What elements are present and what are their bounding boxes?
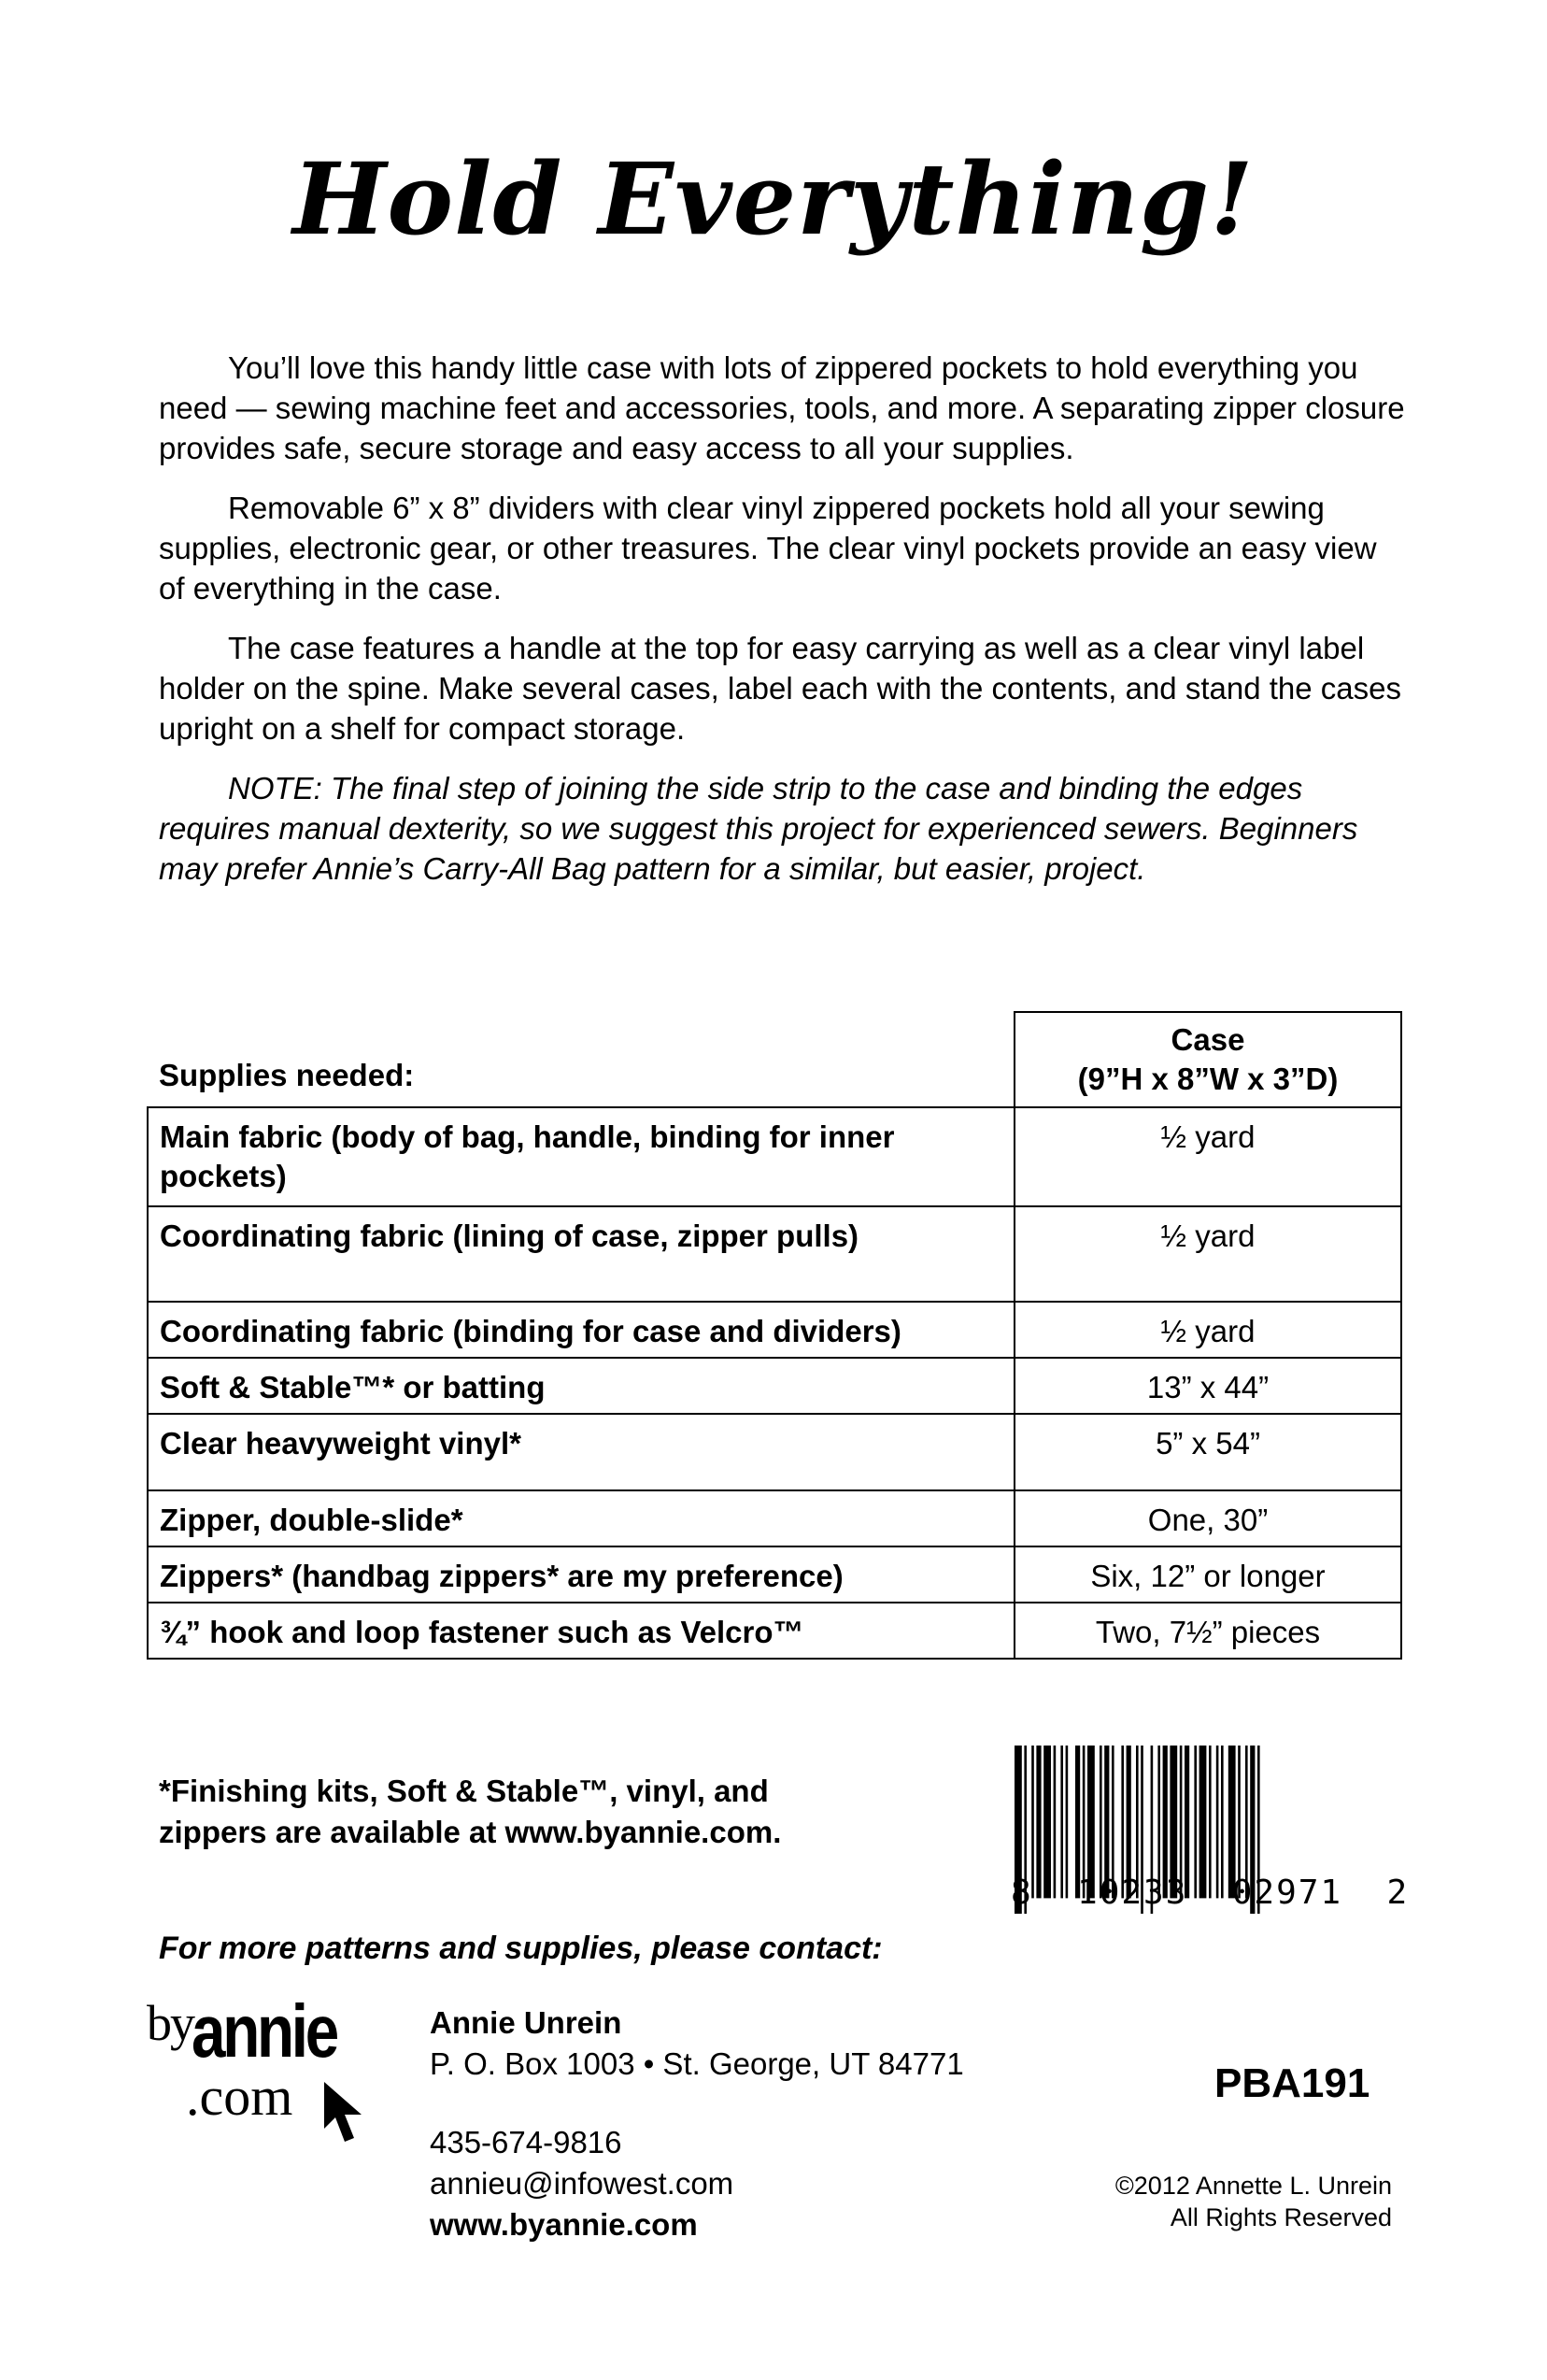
supply-quantity: Two, 7½” pieces [1015,1603,1401,1659]
finishing-kits-note [159,1771,781,1853]
supply-quantity: One, 30” [1015,1490,1401,1546]
supply-item: Coordinating fabric (lining of case, zipper pulls) [148,1206,1015,1302]
supplies-header-row [148,1012,1401,1107]
intro-paragraph: You’ll love this handy little case with lots of zippered pockets to hold everything you need — sewing machine feet and accessories, tools, and more. A separating zipper closure provides safe, secure storage and easy access to all your supplies. [159,350,1405,465]
supply-quantity: ½ yard [1015,1206,1401,1302]
table-row [148,1206,1401,1302]
contact-heading: For more patterns and supplies, please contact: [159,1931,883,1966]
copyright-notice [1046,2170,1392,2233]
note-paragraph: NOTE: The final step of joining the side strip to the case and binding the edges requires manual dexterity, so we suggest this project for experienced sewers. Beginners may prefer Annie’s Carry-All Bag pattern for a similar, but easier, project. [159,771,1358,886]
supply-item: Zipper, double-slide* [148,1490,1015,1546]
supply-quantity: ½ yard [1015,1302,1401,1358]
supply-quantity: 5” x 54” [1015,1414,1401,1490]
table-row [148,1358,1401,1414]
case-header-dimensions: (9”H x 8”W x 3”D) [1077,1062,1339,1096]
page-title: Hold Everything! [292,140,1255,257]
finishing-line: *Finishing kits, Soft & Stable™, vinyl, and [159,1774,769,1808]
byannie-logo [145,1988,397,2152]
cursor-arrow-icon [322,2080,369,2145]
logo-annie: annie [192,1989,336,2073]
supply-item: Main fabric (body of bag, handle, binding for inner pockets) [148,1107,1015,1206]
supply-item: Zippers* (handbag zippers* are my preference) [148,1546,1015,1603]
phone-number: 435-674-9816 [430,2125,622,2159]
case-column-header [1015,1012,1401,1107]
table-row [148,1546,1401,1603]
table-row [148,1490,1401,1546]
intro-text [159,348,1411,908]
table-row [148,1107,1401,1206]
supply-item: ¾” hook and loop fastener such as Velcro™ [148,1603,1015,1659]
supply-item: Coordinating fabric (binding for case and dividers) [148,1302,1015,1358]
logo-com: .com [186,2066,293,2127]
supply-quantity: Six, 12” or longer [1015,1546,1401,1603]
postal-address: P. O. Box 1003 • St. George, UT 84771 [430,2046,964,2081]
pattern-code: PBA191 [1214,2060,1370,2106]
supply-item: Clear heavyweight vinyl* [148,1414,1015,1490]
contact-address [430,2002,964,2245]
table-row [148,1603,1401,1659]
table-row [148,1302,1401,1358]
website-url: www.byannie.com [430,2207,698,2242]
barcode-number: 8 10233 02971 2 [1011,1874,1410,1912]
finishing-line: zippers are available at www.byannie.com. [159,1815,782,1849]
supply-quantity: 13” x 44” [1015,1358,1401,1414]
copyright-line: ©2012 Annette L. Unrein [1114,2172,1392,2200]
copyright-line: All Rights Reserved [1170,2203,1392,2231]
supply-item: Soft & Stable™* or batting [148,1358,1015,1414]
table-row [148,1414,1401,1490]
case-header-title: Case [1171,1022,1245,1057]
supplies-label: Supplies needed: [159,1058,415,1092]
intro-paragraph: Removable 6” x 8” dividers with clear vinyl zippered pockets hold all your sewing supplies, electronic gear, or other treasures. The clear vinyl pockets provide an easy view of everything in the case. [159,491,1377,606]
supply-quantity: ½ yard [1015,1107,1401,1206]
logo-by: by [147,1995,193,2051]
supplies-table [147,1011,1402,1660]
intro-paragraph: The case features a handle at the top for easy carrying as well as a clear vinyl label holder on the spine. Make several cases, label each with the contents, and stand the cases upright on a shelf for compact storage. [159,631,1401,746]
email-address: annieu@infowest.com [430,2166,734,2201]
contact-name: Annie Unrein [430,2005,622,2040]
